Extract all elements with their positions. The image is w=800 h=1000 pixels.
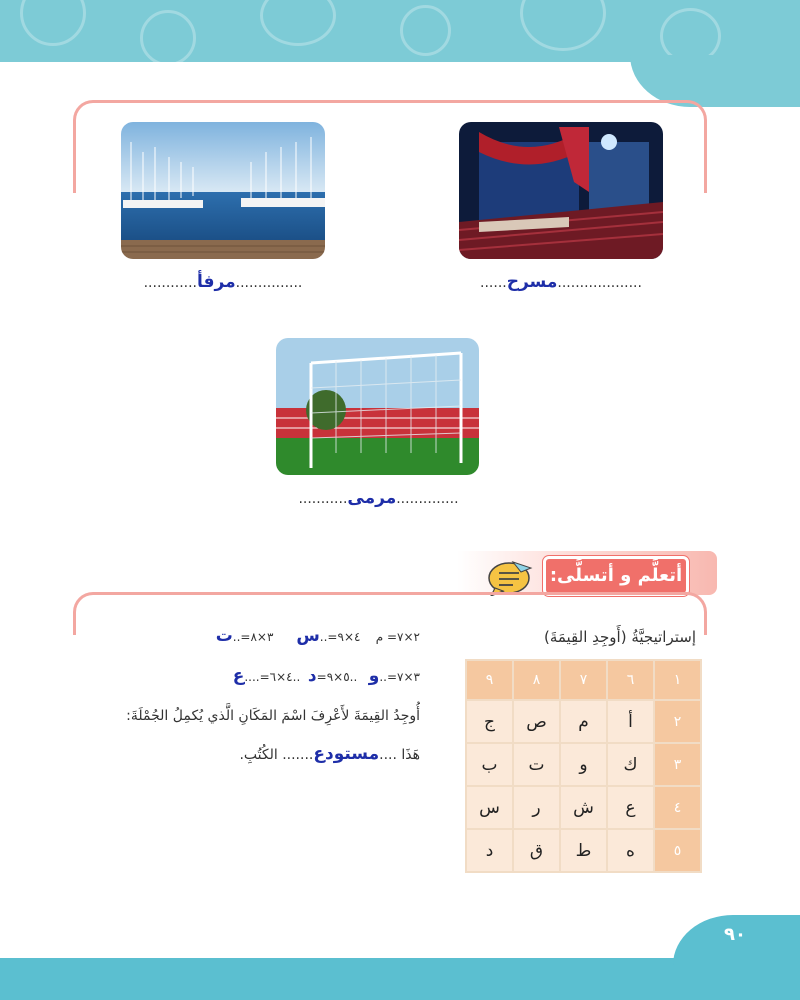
math-expr: ..٥×٩= [316, 670, 358, 684]
grid-cell: ه [608, 830, 653, 871]
theater-answer-word: مسرح [506, 272, 558, 292]
sentence-start: هَذَا .... [379, 747, 420, 763]
theater-photo [459, 122, 663, 259]
section-title: أتعلَّم و أتسلَّى: [543, 556, 689, 596]
grid-col-header: ٩ [467, 661, 512, 699]
marina-dots-after: ............... [235, 275, 303, 291]
grid-cell: ك [608, 744, 653, 785]
grid-cell: ش [561, 787, 606, 828]
grid-col-header: ١ [655, 661, 700, 699]
math-expr: ..٤×٦=.... [244, 670, 301, 684]
goalpost-answer-word: مرمى [347, 488, 397, 508]
math-expr: ٣×٧=.. [379, 670, 420, 684]
math-answer: و [368, 666, 380, 686]
goalpost-answer [286, 488, 471, 508]
grid-col-header: ٧ [561, 661, 606, 699]
grid-row-header: ٣ [655, 744, 700, 785]
grid-row [467, 744, 700, 785]
grid-row [467, 701, 700, 742]
math-answer: س [296, 626, 320, 646]
grid-col-header: ٦ [608, 661, 653, 699]
math-answer: ع [232, 666, 245, 686]
letter-grid [465, 659, 702, 873]
grid-cell: ط [561, 830, 606, 871]
page-number: ٩٠ [724, 924, 746, 945]
grid-cell: ت [514, 744, 559, 785]
goalpost-photo [276, 338, 479, 475]
goalpost-dots-before: ........... [298, 491, 348, 507]
math-line-2 [233, 666, 420, 686]
math-expr: ٣×٨=.. [232, 630, 274, 644]
theater-dots-after: ................... [557, 275, 642, 291]
grid-cell: م [561, 701, 606, 742]
sentence-end: ....... الكُتُبِ. [239, 747, 314, 763]
marina-photo [121, 122, 325, 259]
grid-cell: ر [514, 787, 559, 828]
grid-row [467, 830, 700, 871]
sentence-answer: مستودع [313, 744, 380, 764]
grid-cell: أ [608, 701, 653, 742]
grid-cell: ج [467, 701, 512, 742]
marina-answer-word: مرفأ [197, 272, 236, 292]
top-banner [0, 0, 800, 62]
theater-answer [472, 272, 650, 292]
grid-cell: ص [514, 701, 559, 742]
math-expr: ٢×٧= م [375, 630, 420, 644]
grid-row-header: ٥ [655, 830, 700, 871]
strategy-title: إستراتيجيَّةُ (أَوجِدِ القِيمَةَ) [543, 628, 696, 646]
marina-answer [134, 272, 312, 292]
math-line-1 [216, 626, 420, 646]
grid-header-row [467, 661, 700, 699]
grid-row [467, 787, 700, 828]
grid-col-header: ٨ [514, 661, 559, 699]
theater-dots-before: ...... [480, 275, 507, 291]
grid-cell: د [467, 830, 512, 871]
math-expr: ٤×٩=.. [319, 630, 361, 644]
grid-cell: ب [467, 744, 512, 785]
grid-row-header: ٤ [655, 787, 700, 828]
instruction-text: أُوجِدُ القِيمَةَ لأَعْرِفَ اسْمَ المَكَانِ الَّذي يُكمِلُ الجُمْلَةَ: [126, 708, 420, 724]
goalpost-dots-after: .............. [396, 491, 459, 507]
math-answer: ت [215, 626, 233, 646]
grid-row-header: ٢ [655, 701, 700, 742]
grid-cell: ع [608, 787, 653, 828]
math-answer: د [307, 666, 317, 686]
grid-cell: و [561, 744, 606, 785]
marina-dots-before: ............ [143, 275, 197, 291]
grid-cell: س [467, 787, 512, 828]
grid-cell: ق [514, 830, 559, 871]
fill-sentence [239, 744, 420, 764]
